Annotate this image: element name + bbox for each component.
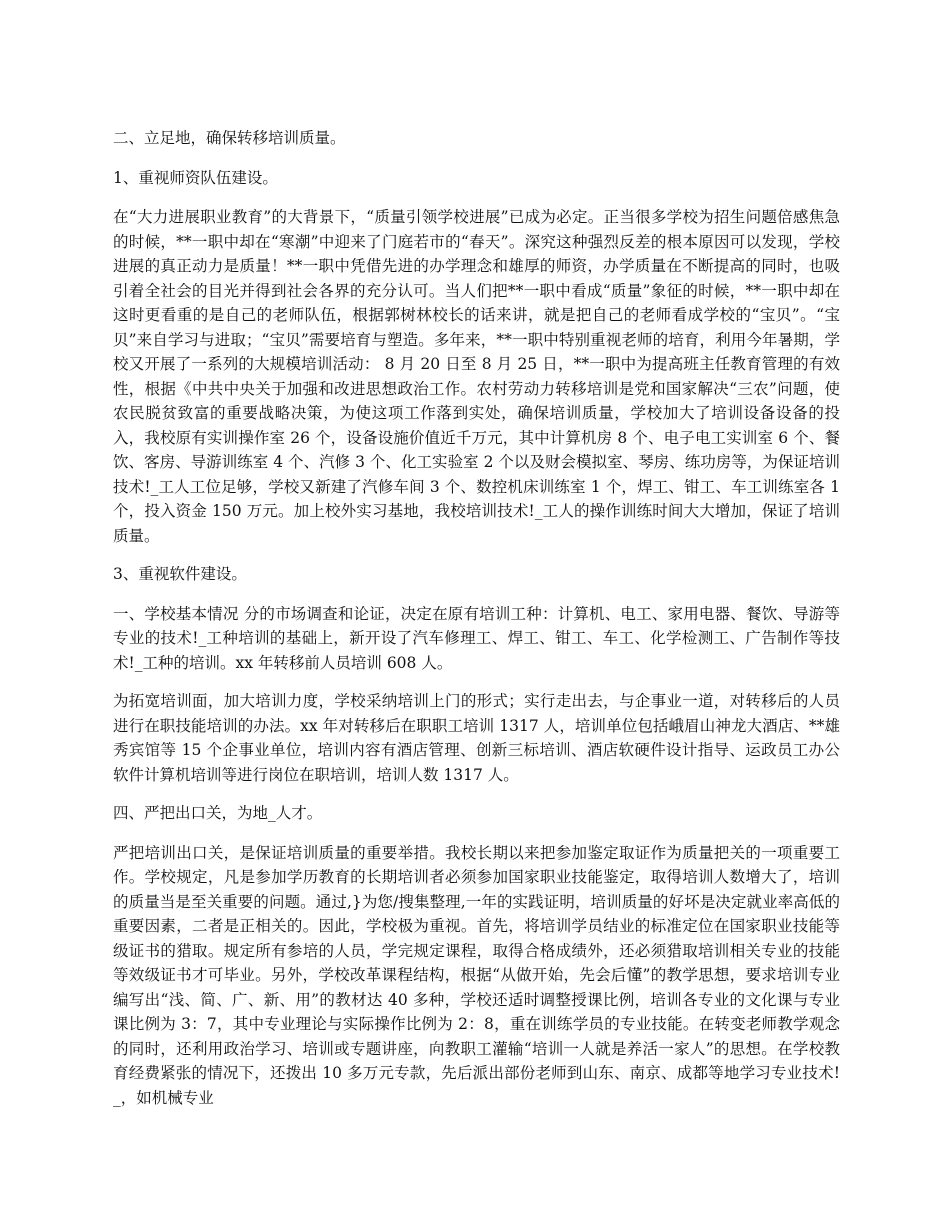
subsection-heading-teacher-team: 1、重视师资队伍建设。 <box>113 168 278 187</box>
subsection-heading-software: 3、重视软件建设。 <box>113 565 247 583</box>
paragraph-expand-training: 为拓宽培训面，加大培训力度，学校采纳培训上门的形式；实行走出去，与企事业一道，对转移后的人员进行在职技能培训的办法。xx 年对转移后在职职工培训 1317 人，培训单位包括峨眉山神龙大酒店、**雄秀宾馆等 15 个企事业单位，培训内容有酒店管理、创新三标培训、酒店软硬件设计指导、运政员工办公软件计算机培训等进行岗位在职培训，培训人数 1317 人。 <box>113 692 840 784</box>
paragraph-exit-quality: 严把培训出口关，是保证培训质量的重要举措。我校长期以来把参加鉴定取证作为质量把关的一项重要工作。学校规定，凡是参加学历教育的长期培训者必须参加国家职业技能鉴定，取得培训人数增大了，培训的质量当是至关重要的问题。通过,}为您/搜集整理,一年的实践证明，培训质量的好坏是决定就业率高低的重要因素，二者是正相关的。因此，学校极为重视。首先，将培训学员结业的标准定位在国家职业技能等级证书的猎取。规定所有参培的人员，学完规定课程，取得合格成绩外，还必须猎取培训相关专业的技能等效级证书才可毕业。另外，学校改革课程结构，根据“从做开始，先会后懂”的教学思想，要求培训专业编写出“浅、简、广、新、用”的教材达 40 多种，学校还适时调整授课比例，培训各专业的文化课与专业课比例为 3：7，其中专业理论与实际操作比例为 2：8，重在训练学员的专业技能。在转变老师教学观念的同时，还利用政治学习、培训或专题讲座，向教职工灌输“培训一人就是养活一家人”的思想。在学校教育经费紧张的情况下，还拨出 10 多万元专款，先后派出部份老师到山东、南京、成都等地学习专业技术!_，如机械专业 <box>113 843 840 1107</box>
section-heading-2: 二、立足地，确保转移培训质量。 <box>113 129 346 147</box>
section-heading-4: 四、严把出口关，为地_人才。 <box>113 804 323 822</box>
paragraph-school-basics: 一、学校基本情况 分的市场调查和论证，决定在原有培训工种：计算机、电工、家用电器、餐饮、导游等专业的技术!_工种培训的基础上，新开设了汽车修理工、焊工、钳工、车工、化学检测工、广告制作等技术!_工种的培训。xx 年转移前人员培训 608 人。 <box>113 604 840 672</box>
document-body <box>113 126 840 1124</box>
paragraph-teacher-training: 在“大力进展职业教育”的大背景下，“质量引领学校进展”已成为必定。正当很多学校为招生问题倍感焦急的时候，**一职中却在“寒潮”中迎来了门庭若市的“春天”。深究这种强烈反差的根本原因可以发现，学校进展的真正动力是质量！**一职中凭借先进的办学理念和雄厚的师资，办学质量在不断提高的同时，也吸引着全社会的目光并得到社会各界的充分认可。当人们把**一职中看成“质量”象征的时候，**一职中却在这时更看重的是自己的老师队伍，根据郭树林校长的话来讲，就是把自己的老师看成学校的“宝贝”。“宝贝”来自学习与进取；“宝贝”需要培育与塑造。多年来，**一职中特别重视老师的培育，利用今年暑期，学校又开展了一系列的大规模培训活动： 8 月 20 日至 8 月 25 日，**一职中为提高班主任教育管理的有效性，根据《中共中央关于加强和改进思想政治工作。农村劳动力转移培训是党和国家解决“三农”问题，使农民脱贫致富的重要战略决策，为使这项工作落到实处，确保培训质量，学校加大了培训设备设备的投入，我校原有实训操作室 26 个，设备设施价值近千万元，其中计算机房 8 个、电子电工实训室 6 个、餐饮、客房、导游训练室 4 个、汽修 3 个、化工实验室 2 个以及财会模拟室、琴房、练功房等，为保证培训技术!_工人工位足够，学校又新建了汽修车间 3 个、数控机床训练室 1 个，焊工、钳工、车工训练室各 1 个，投入资金 150 万元。加上校外实习基地，我校培训技术!_工人的操作训练时间大大增加，保证了培训质量。 <box>113 208 840 545</box>
